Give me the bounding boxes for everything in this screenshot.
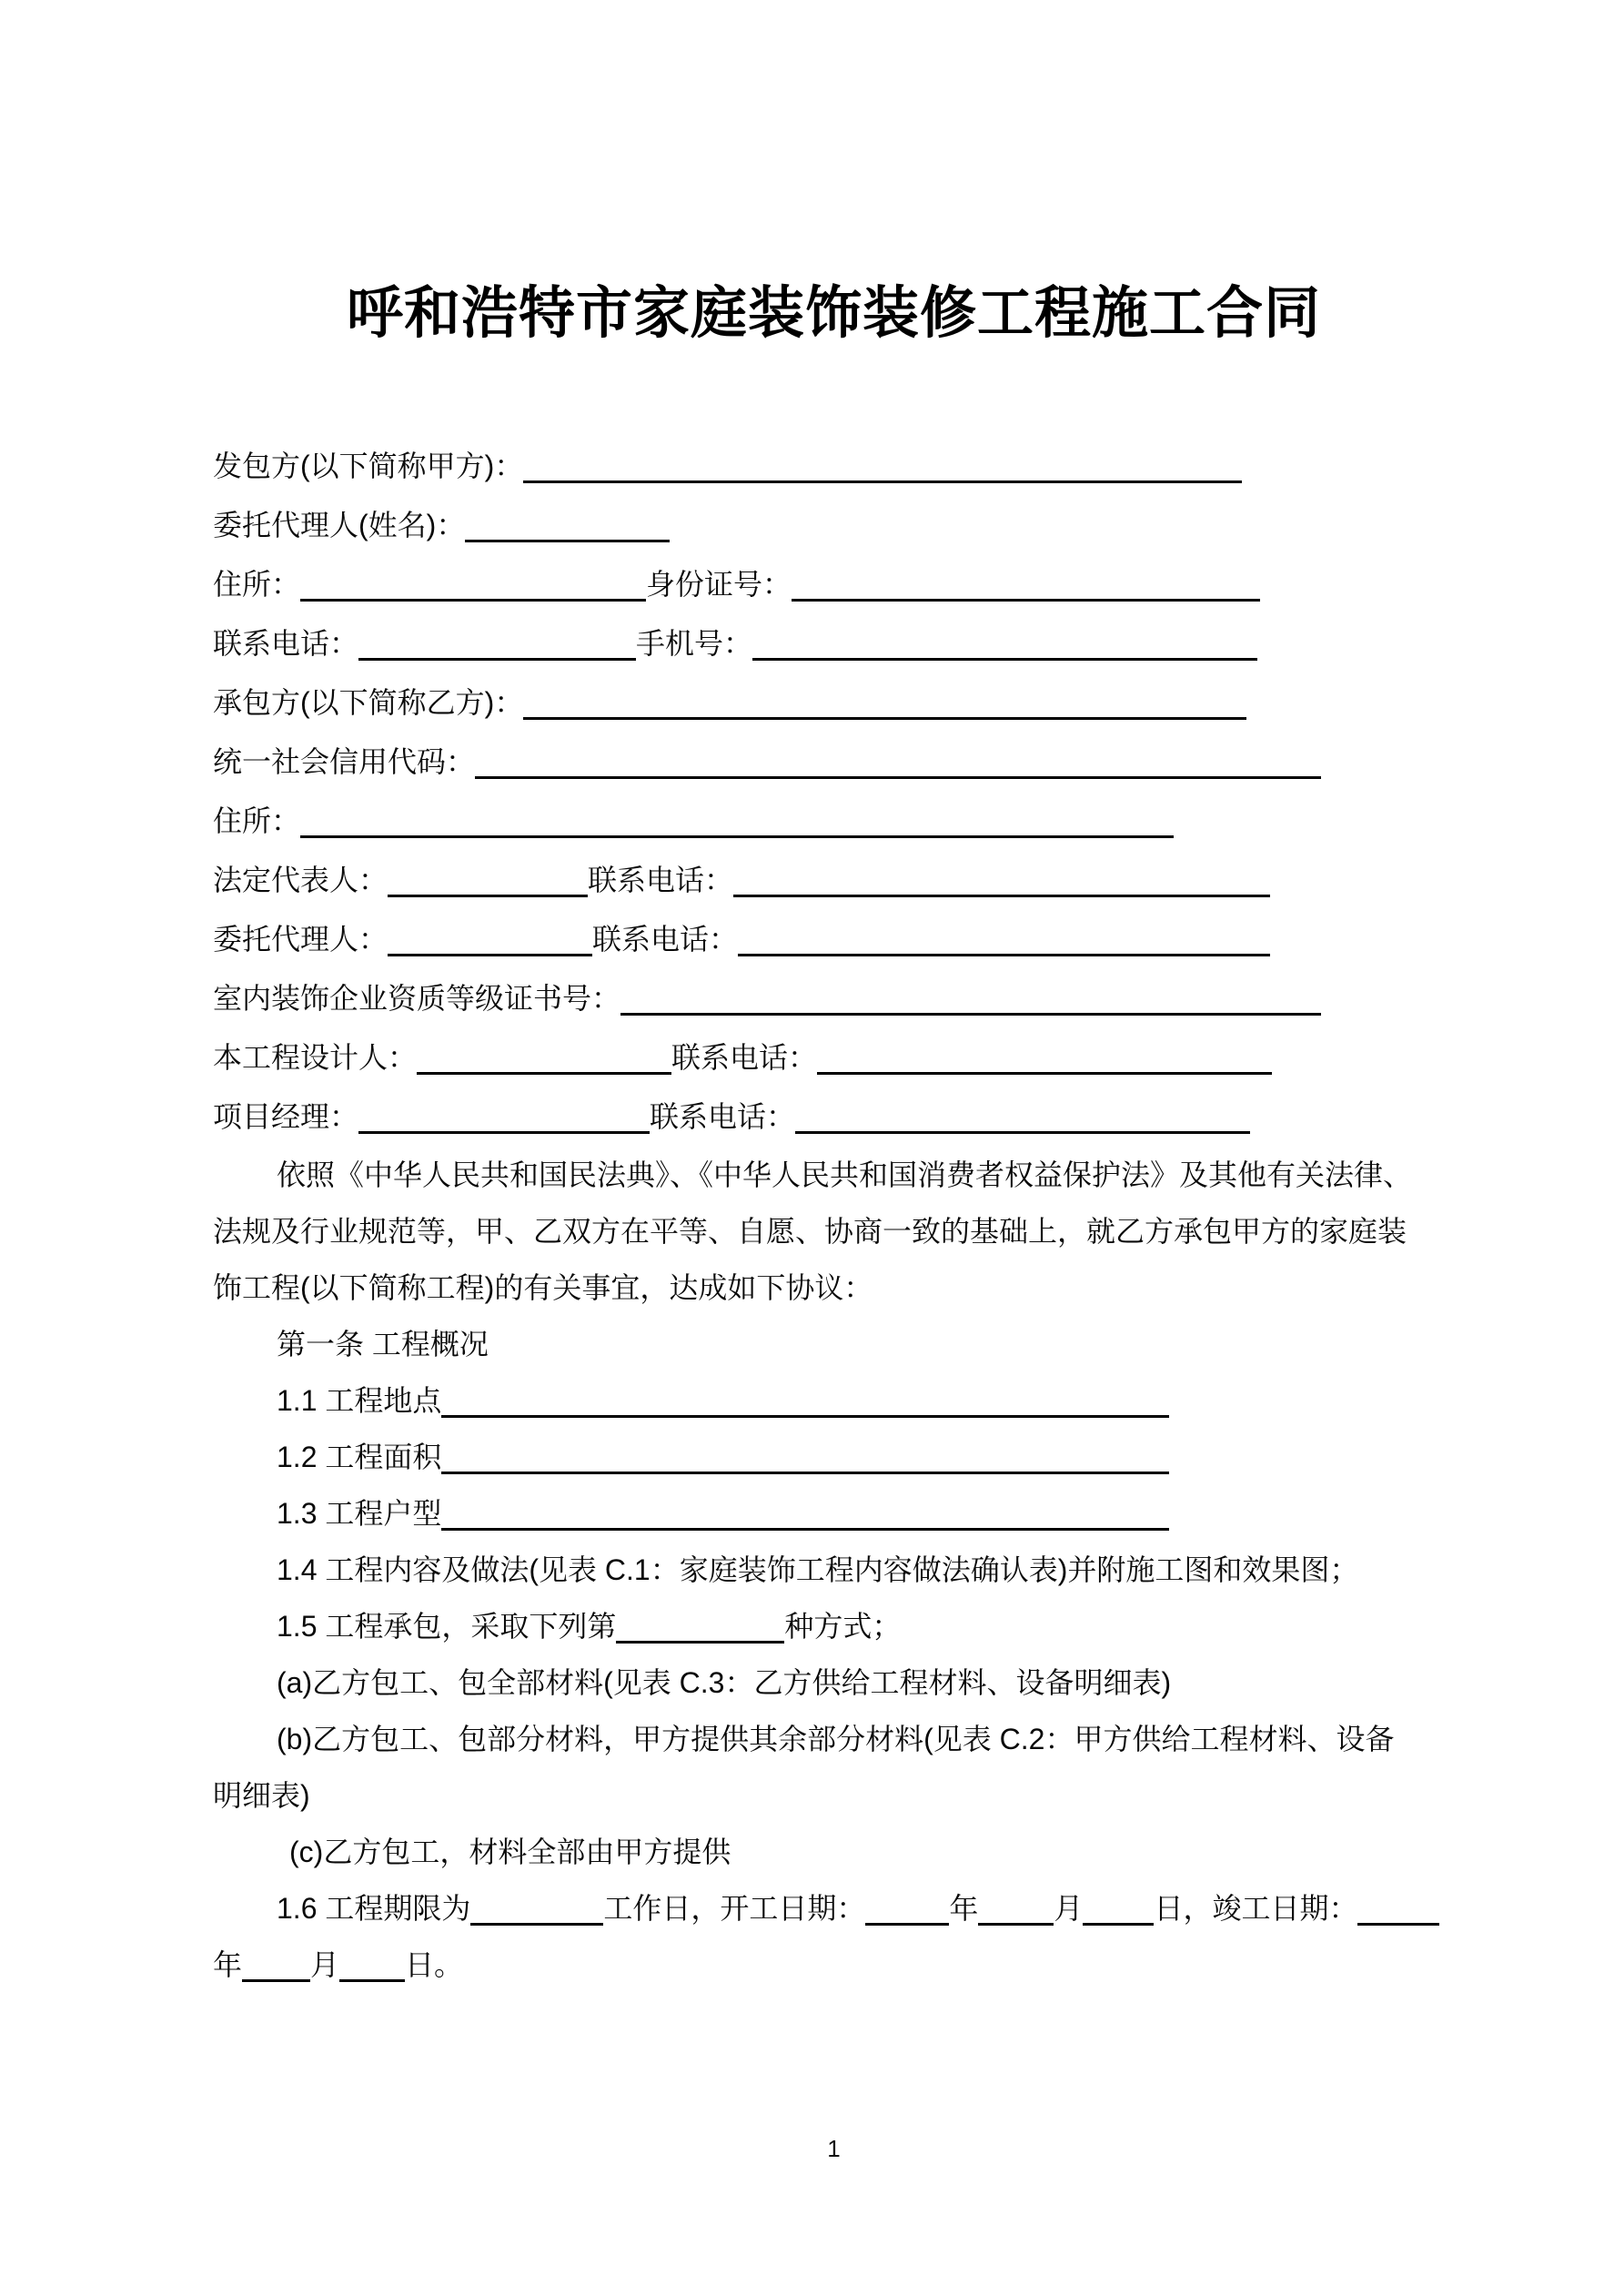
- text-run: 月: [1054, 1892, 1084, 1925]
- blank-fill-in-field: [792, 571, 1260, 602]
- text-run: 住所：: [213, 804, 301, 837]
- document-line: [213, 792, 1455, 851]
- blank-fill-in-field: [978, 1896, 1054, 1926]
- document-line: [213, 673, 1455, 733]
- text-run: 住所：: [213, 568, 301, 601]
- document-line: [213, 1767, 1455, 1824]
- blank-fill-in-field: [441, 1388, 1169, 1418]
- blank-fill-in-field: [441, 1501, 1169, 1531]
- text-run: 日。: [405, 1948, 464, 1981]
- document-line: [213, 1203, 1455, 1259]
- document-line: [213, 1372, 1455, 1429]
- text-run: 手机号：: [636, 627, 753, 660]
- document-line: [213, 1598, 1455, 1654]
- text-run: 统一社会信用代码：: [213, 745, 476, 778]
- document-line: [213, 1880, 1455, 1937]
- text-run: 项目经理：: [213, 1100, 359, 1133]
- text-run: 1.6 工程期限为: [277, 1892, 471, 1925]
- text-run: 依照《中华人民共和国民法典》、《中华人民共和国消费者权益保护法》及其他有关法律、: [277, 1158, 1413, 1191]
- page-number: 1: [827, 2135, 841, 2162]
- text-run: 年: [949, 1892, 979, 1925]
- text-run: 1.5 工程承包，采取下列第: [277, 1610, 617, 1643]
- document-line: [213, 1485, 1455, 1542]
- blank-fill-in-field: [752, 631, 1257, 661]
- text-run: 联系电话：: [671, 1041, 818, 1074]
- blank-fill-in-field: [300, 571, 646, 602]
- blank-fill-in-field: [388, 867, 588, 897]
- text-run: 联系电话：: [650, 1100, 796, 1133]
- text-run: 本工程设计人：: [213, 1041, 418, 1074]
- text-run: 明细表): [213, 1779, 310, 1812]
- blank-fill-in-field: [242, 1952, 310, 1982]
- text-run: 身份证号：: [646, 568, 792, 601]
- blank-fill-in-field: [470, 1896, 603, 1926]
- text-run: 法规及行业规范等，甲、乙双方在平等、自愿、协商一致的基础上，就乙方承包甲方的家庭装: [213, 1215, 1407, 1248]
- blank-fill-in-field: [465, 512, 670, 542]
- text-run: 年: [213, 1948, 243, 1981]
- blank-fill-in-field: [523, 690, 1246, 720]
- text-run: 委托代理人：: [213, 923, 388, 956]
- blank-fill-in-field: [616, 1613, 784, 1644]
- text-run: 工作日，开工日期：: [603, 1892, 866, 1925]
- document-line: [213, 1147, 1455, 1203]
- text-run: 联系电话：: [213, 627, 359, 660]
- blank-fill-in-field: [358, 1104, 650, 1134]
- blank-fill-in-field: [475, 749, 1321, 779]
- document-line: [213, 969, 1455, 1028]
- party-info-section: [213, 437, 1455, 1147]
- document-line: [213, 614, 1455, 673]
- blank-fill-in-field: [523, 453, 1242, 483]
- document-line: [213, 1937, 1455, 1993]
- text-run: 1.3 工程户型: [277, 1497, 442, 1530]
- text-run: 发包方(以下简称甲方)：: [213, 450, 524, 482]
- text-run: 承包方(以下简称乙方)：: [213, 686, 524, 719]
- text-run: 日，竣工日期：: [1154, 1892, 1358, 1925]
- document-line: [213, 1028, 1455, 1087]
- blank-fill-in-field: [1357, 1896, 1439, 1926]
- document-line: [213, 1087, 1455, 1147]
- blank-fill-in-field: [620, 986, 1321, 1016]
- document-line: [213, 1711, 1455, 1767]
- text-run: 法定代表人：: [213, 864, 388, 896]
- document-line: [213, 910, 1455, 969]
- blank-fill-in-field: [358, 631, 636, 661]
- blank-fill-in-field: [388, 926, 592, 956]
- text-run: 1.4 工程内容及做法(见表 C.1：家庭装饰工程内容做法确认表)并附施工图和效果图；: [277, 1553, 1359, 1586]
- document-line: [213, 1316, 1455, 1372]
- blank-fill-in-field: [1083, 1896, 1154, 1926]
- text-run: 1.1 工程地点: [277, 1384, 442, 1417]
- document-line: [213, 1542, 1455, 1598]
- document-title: 呼和浩特市家庭装饰装修工程施工合同: [346, 282, 1321, 345]
- document-line: [213, 733, 1455, 792]
- text-run: 月: [310, 1948, 340, 1981]
- text-run: 饰工程(以下简称工程)的有关事宜，达成如下协议：: [213, 1271, 873, 1304]
- text-run: 联系电话：: [588, 864, 734, 896]
- document-line: [213, 555, 1455, 614]
- blank-fill-in-field: [733, 867, 1270, 897]
- document-line: [213, 496, 1455, 555]
- blank-fill-in-field: [441, 1444, 1169, 1474]
- document-line: [213, 1259, 1455, 1316]
- blank-fill-in-field: [300, 808, 1174, 838]
- text-run: (c)乙方包工，材料全部由甲方提供: [289, 1836, 731, 1868]
- document-line: [213, 437, 1455, 496]
- text-run: 联系电话：: [592, 923, 739, 956]
- blank-fill-in-field: [865, 1896, 949, 1926]
- contract-body-section: [213, 1147, 1455, 1993]
- document-line: [213, 1824, 1455, 1880]
- blank-fill-in-field: [795, 1104, 1250, 1134]
- document-line: [213, 1654, 1455, 1711]
- blank-fill-in-field: [339, 1952, 405, 1982]
- blank-fill-in-field: [738, 926, 1270, 956]
- document-line: [213, 851, 1455, 910]
- text-run: (a)乙方包工、包全部材料(见表 C.3：乙方供给工程材料、设备明细表): [277, 1666, 1172, 1699]
- text-run: (b)乙方包工、包部分材料，甲方提供其余部分材料(见表 C.2：甲方供给工程材料、设备: [277, 1723, 1395, 1755]
- text-run: 种方式；: [784, 1610, 902, 1643]
- text-run: 委托代理人(姓名)：: [213, 509, 466, 541]
- text-run: 1.2 工程面积: [277, 1441, 442, 1473]
- text-run: 室内装饰企业资质等级证书号：: [213, 982, 621, 1015]
- text-run: 第一条 工程概况: [277, 1328, 489, 1360]
- blank-fill-in-field: [817, 1045, 1272, 1075]
- document-line: [213, 1429, 1455, 1485]
- blank-fill-in-field: [417, 1045, 671, 1075]
